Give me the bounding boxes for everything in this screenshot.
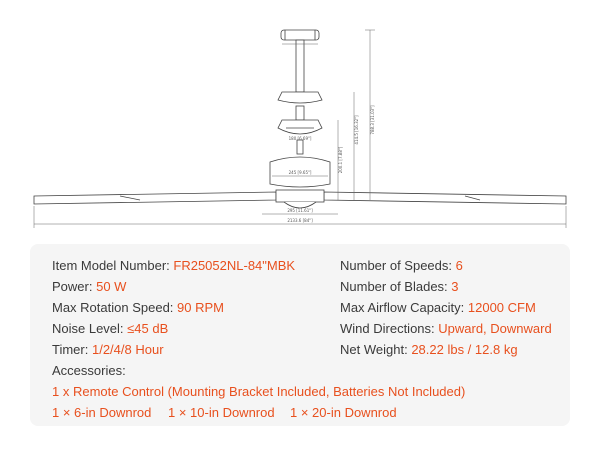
spec-label: Item Model Number: [52,258,170,273]
spec-card [30,244,570,426]
spec-airflow [340,300,536,316]
blade-hub [276,190,324,202]
spec-value: FR25052NL-84"MBK [173,258,296,273]
blade-right [324,192,566,204]
spec-item-model [52,258,295,274]
spec-value: 28.22 lbs / 12.8 kg [411,342,518,357]
spec-net-weight [340,342,518,358]
spec-label: Max Rotation Speed: [52,300,174,315]
spec-value: 12000 CFM [467,300,536,315]
spec-value: 90 RPM [177,300,224,315]
accessory-downrod-20: 1 × 20-in Downrod [290,405,397,420]
dim-motor-height: 414.5 [16.32"] [354,115,359,145]
spec-value: ≤45 dB [127,321,169,336]
spec-value: 3 [451,279,459,294]
spec-label: Number of Speeds: [340,258,453,273]
spec-label: Timer: [52,342,89,357]
spec-label: Net Weight: [340,342,408,357]
spec-value: 1/2/4/8 Hour [91,342,164,357]
spec-value: 6 [455,258,463,273]
dim-light-width: 245 [9.65"] [288,170,312,175]
spec-label: Noise Level: [52,321,124,336]
spec-power [52,279,126,295]
ceiling-canopy [281,30,319,40]
dim-span: 2133.6 [84"] [287,218,313,223]
spec-number-of-speeds [340,258,463,274]
dim-total-height: 788.3 [31.03"] [370,105,375,135]
spec-value: Upward, Downward [438,321,552,336]
spec-timer [52,342,164,358]
accessories-heading: Accessories: [52,363,126,378]
spec-noise-level [52,321,168,337]
spec-value: 50 W [96,279,127,294]
dim-mount-width: 180 [6.69"] [288,136,312,141]
spec-label: Number of Blades: [340,279,448,294]
blade-left [34,192,276,204]
spec-wind-directions [340,321,552,337]
accessory-remote: 1 x Remote Control (Mounting Bracket Included, Batteries Not Included) [52,384,466,399]
accessory-downrod-6: 1 × 6-in Downrod [52,405,152,420]
spec-label: Max Airflow Capacity: [340,300,465,315]
dim-body-height: 200.1 [7.88"] [338,146,343,174]
spec-label: Wind Directions: [340,321,435,336]
spec-label: Power: [52,279,93,294]
motor-housing [278,120,322,134]
motor-upper [278,92,322,103]
accessory-downrod-10: 1 × 10-in Downrod [168,405,275,420]
downrod [296,40,304,92]
spec-rotation-speed [52,300,224,316]
spec-number-of-blades [340,279,459,295]
dim-motor-width: 295 [11.61"] [287,208,313,213]
